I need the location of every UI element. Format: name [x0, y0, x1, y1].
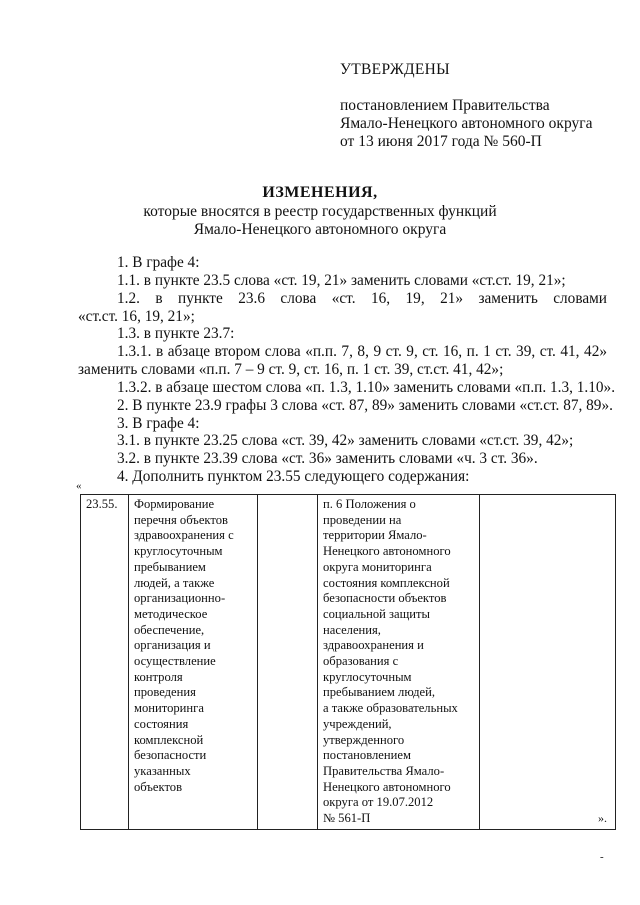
- item-1-3-1-line-1: 1.3.1. в абзаце втором слова «п.п. 7, 8, 9 ст. 9, ст. 16, п. 1 ст. 39, ст. 41, 42»: [117, 343, 607, 360]
- item-1-3: 1.3. в пункте 23.7:: [117, 325, 235, 342]
- item-number: 23.55.: [86, 497, 118, 511]
- item-1-2-line-2: «ст.ст. 16, 19, 21»;: [78, 308, 195, 325]
- item-1-1: 1.1. в пункте 23.5 слова «ст. 19, 21» заменить словами «ст.ст. 19, 21»;: [117, 272, 566, 289]
- legal-basis-text: п. 6 Положения о проведении на территории Ямало- Ненецкого автономного округа мониторинга состояния комплексной безопасности объектов социальной защиты населения, здравоохранения и образования с круглосуточным пребыванием людей, а также образовательных учреждений, утвержденного постановлением Правительства Ямало- Ненецкого автономного округа от 19.07.2012 № 561-П: [323, 497, 458, 826]
- cell-empty-3: [258, 495, 318, 830]
- inserted-row-table: [80, 494, 616, 830]
- page-mark: -: [600, 851, 604, 863]
- item-1: 1. В графе 4:: [117, 254, 200, 271]
- document-title: ИЗМЕНЕНИЯ,: [262, 184, 378, 201]
- table-row: [81, 495, 616, 830]
- item-3-1: 3.1. в пункте 23.25 слова «ст. 39, 42» заменить словами «ст.ст. 39, 42»;: [117, 432, 574, 449]
- approval-line-2: Ямало-Ненецкого автономного округа: [340, 115, 593, 132]
- function-name-text: Формирование перечня объектов здравоохранения с круглосуточным пребыванием людей, а также организационно- методическое обеспечение, организация и осуществление контроля проведения мониторинга состояния комплексной безопасности указанных объектов: [134, 497, 234, 794]
- item-1-3-1-line-2: заменить словами «п.п. 7 – 9 ст. 9, ст. 16, п. 1 ст. 39, ст.ст. 41, 42»;: [78, 361, 504, 378]
- cell-number: [81, 495, 129, 830]
- opening-quote: «: [76, 480, 82, 492]
- item-4: 4. Дополнить пунктом 23.55 следующего содержания:: [117, 468, 470, 485]
- approval-line-1: постановлением Правительства: [340, 97, 550, 114]
- item-2: 2. В пункте 23.9 графы 3 слова «ст. 87, 89» заменить словами «ст.ст. 87, 89».: [117, 397, 613, 414]
- item-3: 3. В графе 4:: [117, 415, 200, 432]
- cell-function-name: [129, 495, 258, 830]
- item-1-3-2: 1.3.2. в абзаце шестом слова «п. 1.3, 1.10» заменить словами «п.п. 1.3, 1.10».: [117, 379, 616, 396]
- closing-quote: ».: [598, 811, 607, 825]
- document-subtitle-1: которые вносятся в реестр государственных функций: [143, 203, 497, 220]
- item-1-2-line-1: 1.2. в пункте 23.6 слова «ст. 16, 19, 21» заменить словами: [117, 290, 607, 307]
- approval-line-3: от 13 июня 2017 года № 560-П: [340, 133, 542, 150]
- cell-legal-basis: [318, 495, 480, 830]
- document-subtitle-2: Ямало-Ненецкого автономного округа: [193, 221, 447, 238]
- approval-heading: УТВЕРЖДЕНЫ: [340, 61, 450, 78]
- cell-empty-5: [480, 495, 616, 830]
- item-3-2: 3.2. в пункте 23.39 слова «ст. 36» заменить словами «ч. 3 ст. 36».: [117, 450, 538, 467]
